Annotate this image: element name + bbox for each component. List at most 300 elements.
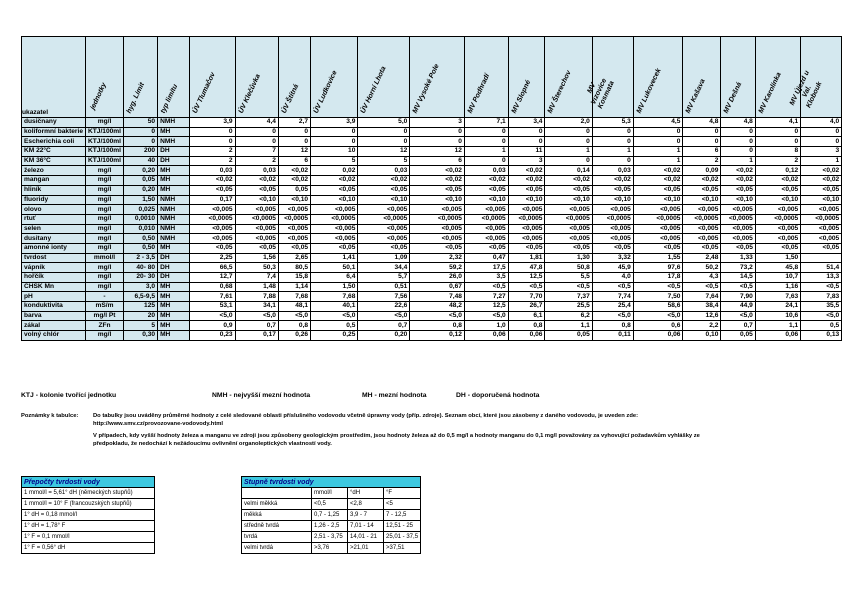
value-cell: 1,55: [633, 253, 683, 263]
value-cell: 10,6: [755, 311, 800, 321]
value-cell: <0,05: [755, 243, 800, 253]
value-cell: <0,05: [464, 243, 508, 253]
hygienic-limit: 0,05: [124, 176, 158, 186]
legend-dh: DH - doporučená hodnota: [456, 392, 540, 399]
value-cell: 1,48: [235, 282, 278, 292]
value-cell: 2,2: [683, 321, 721, 331]
value-cell: 6,1: [508, 311, 545, 321]
table-row: [22, 321, 842, 331]
value-cell: 50,1: [311, 263, 358, 273]
table-row: [22, 127, 842, 137]
value-cell: <0,005: [721, 205, 755, 215]
value-cell: 2,0: [545, 118, 592, 128]
header-site: MV Šterechov: [545, 37, 592, 118]
header-site: MV Karolinka: [755, 37, 800, 118]
value-cell: 0,26: [278, 331, 310, 341]
value-cell: 17,5: [464, 263, 508, 273]
value-cell: 45,9: [592, 263, 633, 273]
table-row: [22, 176, 842, 186]
value-cell: 0: [358, 137, 410, 147]
value-cell: 5,7: [358, 273, 410, 283]
note-1: Do tabulky jsou uváděny průměrné hodnoty z celé sledované oblasti příslušného vodovodu včetně úpravny vody (příp. zdroje). Seznam obcí, které jsou zásobeny z daného vodovodu, je uveden zde: http://www.smv.cz/provozovane-vodovody.html: [93, 413, 639, 427]
value-cell: 0,7: [721, 321, 755, 331]
value-cell: 5: [311, 156, 358, 166]
table-header-row: [22, 37, 842, 118]
value-cell: 1,1: [755, 321, 800, 331]
value-cell: 7,50: [633, 292, 683, 302]
value-cell: <0,05: [592, 185, 633, 195]
indicator-unit: ZFn: [86, 321, 124, 331]
value-cell: <0,0005: [278, 214, 310, 224]
value-cell: 0: [358, 127, 410, 137]
limit-type: NMH: [158, 214, 190, 224]
hardness-cell: středně tvrdá: [242, 521, 312, 532]
value-cell: 7: [235, 147, 278, 157]
value-cell: <0,02: [721, 166, 755, 176]
indicator-name: KM 36°C: [22, 156, 86, 166]
value-cell: 24,1: [755, 302, 800, 312]
indicator-name: vápník: [22, 263, 86, 273]
value-cell: 0: [755, 137, 800, 147]
value-cell: <0,005: [721, 234, 755, 244]
value-cell: 4,8: [683, 118, 721, 128]
value-cell: 3,4: [508, 118, 545, 128]
value-cell: 5,5: [545, 273, 592, 283]
value-cell: 3: [410, 118, 465, 128]
value-cell: <0,05: [545, 243, 592, 253]
value-cell: 0: [592, 137, 633, 147]
header-site: MV Kašava: [683, 37, 721, 118]
value-cell: <0,005: [190, 234, 235, 244]
value-cell: 0: [410, 127, 465, 137]
value-cell: <5,0: [801, 311, 842, 321]
indicator-unit: mg/l: [86, 214, 124, 224]
value-cell: <0,005: [592, 205, 633, 215]
value-cell: <0,005: [801, 234, 842, 244]
hardness-title: Stupně tvrdosti vody: [242, 477, 421, 488]
value-cell: 1,16: [755, 282, 800, 292]
value-cell: 38,4: [683, 302, 721, 312]
value-cell: 0: [508, 127, 545, 137]
value-cell: <0,005: [278, 234, 310, 244]
value-cell: 0,5: [311, 321, 358, 331]
value-cell: 0: [755, 127, 800, 137]
value-cell: <0,5: [721, 282, 755, 292]
note-2: V případech, kdy vyšší hodnoty železa a manganu ve zdroji jsou způsobeny geologickým prostředím, jsou hodnoty železa až do 0,5 mg/l a hodnoty manganu do 0,1 mg/l považovány za vyhovující požadavkům vyhlášky ze předpokladu, že nedochází k nežádoucímu ovlivnění organoleptických vlastností vody.: [93, 433, 700, 447]
header-site: ÚV Štítná: [278, 37, 310, 118]
value-cell: <0,02: [755, 176, 800, 186]
value-cell: <0,05: [755, 185, 800, 195]
value-cell: <0,005: [410, 224, 465, 234]
indicator-name: olovo: [22, 205, 86, 215]
value-cell: <0,005: [311, 205, 358, 215]
legend-mh: MH - mezní hodnota: [362, 392, 427, 399]
table-row: [22, 166, 842, 176]
hardness-row: [242, 510, 421, 521]
value-cell: <0,005: [592, 234, 633, 244]
indicator-name: koliformní bakterie: [22, 127, 86, 137]
value-cell: <0,0005: [508, 214, 545, 224]
value-cell: <0,005: [235, 224, 278, 234]
value-cell: <0,005: [410, 205, 465, 215]
indicator-unit: -: [86, 292, 124, 302]
value-cell: 0: [410, 137, 465, 147]
indicator-name: zákal: [22, 321, 86, 331]
limit-type: MH: [158, 127, 190, 137]
table-row: [22, 253, 842, 263]
value-cell: <0,10: [358, 195, 410, 205]
value-cell: <0,0005: [410, 214, 465, 224]
value-cell: <0,005: [683, 205, 721, 215]
value-cell: 12: [410, 147, 465, 157]
indicator-unit: mS/m: [86, 302, 124, 312]
indicator-unit: mg/l: [86, 118, 124, 128]
value-cell: 2: [190, 156, 235, 166]
hygienic-limit: 40- 80: [124, 263, 158, 273]
value-cell: 6: [683, 147, 721, 157]
value-cell: 0,47: [464, 253, 508, 263]
hardness-cell: mmol/l: [312, 488, 348, 499]
value-cell: <0,005: [410, 234, 465, 244]
header-site: MV Lukovecek: [633, 37, 683, 118]
hardness-cell: >37,51: [384, 543, 421, 554]
value-cell: 14,5: [721, 273, 755, 283]
value-cell: 0,7: [235, 321, 278, 331]
value-cell: <0,02: [410, 176, 465, 186]
value-cell: <0,05: [721, 243, 755, 253]
value-cell: <5,0: [410, 311, 465, 321]
value-cell: <0,005: [464, 205, 508, 215]
value-cell: 6,4: [311, 273, 358, 283]
value-cell: <0,005: [508, 205, 545, 215]
value-cell: 15,8: [278, 273, 310, 283]
value-cell: 0: [545, 137, 592, 147]
value-cell: 0,9: [190, 321, 235, 331]
value-cell: 34,1: [235, 302, 278, 312]
hygienic-limit: 0,20: [124, 166, 158, 176]
value-cell: <0,10: [235, 195, 278, 205]
value-cell: 12,6: [683, 311, 721, 321]
hardness-cell: 2,51 - 3,75: [312, 532, 348, 543]
value-cell: <0,005: [278, 224, 310, 234]
value-cell: 0: [801, 137, 842, 147]
indicator-name: barva: [22, 311, 86, 321]
value-cell: 3,5: [464, 273, 508, 283]
value-cell: <0,0005: [464, 214, 508, 224]
value-cell: 0,05: [545, 331, 592, 341]
value-cell: <0,0005: [755, 214, 800, 224]
value-cell: 0,8: [592, 321, 633, 331]
value-cell: 0,5: [801, 321, 842, 331]
value-cell: 45,8: [755, 263, 800, 273]
hygienic-limit: 20- 30: [124, 273, 158, 283]
value-cell: <0,05: [190, 185, 235, 195]
value-cell: 35,5: [801, 302, 842, 312]
table-row: [22, 156, 842, 166]
value-cell: 0: [190, 137, 235, 147]
value-cell: 34,4: [358, 263, 410, 273]
indicator-unit: KTJ/100ml: [86, 156, 124, 166]
value-cell: <0,10: [410, 195, 465, 205]
value-cell: 50,2: [683, 263, 721, 273]
value-cell: <0,5: [592, 282, 633, 292]
hardness-grades-table: [241, 476, 421, 554]
value-cell: 0,17: [235, 331, 278, 341]
hardness-cell: 7,01 - 14: [348, 521, 384, 532]
value-cell: 0: [464, 156, 508, 166]
hardness-conversion-box: [21, 476, 155, 554]
conversion-title: Přepočty tvrdosti vody: [22, 477, 155, 488]
hardness-cell: velmi tvrdá: [242, 543, 312, 554]
hardness-cell: velmi měkká: [242, 499, 312, 510]
value-cell: 7,68: [311, 292, 358, 302]
value-cell: 1,41: [311, 253, 358, 263]
table-row: [22, 273, 842, 283]
value-cell: 1,14: [278, 282, 310, 292]
header-site: MV Dešná: [721, 37, 755, 118]
value-cell: 11: [508, 147, 545, 157]
water-quality-sheet: [21, 36, 842, 341]
limit-type: MH: [158, 321, 190, 331]
value-cell: 1,33: [721, 253, 755, 263]
table-row: [22, 195, 842, 205]
value-cell: <0,005: [508, 234, 545, 244]
conversion-line: 1 mmol/l = 10° F (francouzských stupňů): [22, 499, 155, 510]
value-cell: 1: [633, 147, 683, 157]
value-cell: <0,5: [464, 282, 508, 292]
indicator-unit: mg/l: [86, 224, 124, 234]
value-cell: <0,5: [683, 282, 721, 292]
value-cell: <0,02: [190, 176, 235, 186]
value-cell: <5,0: [358, 311, 410, 321]
value-cell: 4,4: [235, 118, 278, 128]
limit-type: NMH: [158, 195, 190, 205]
indicator-unit: mg/l: [86, 273, 124, 283]
header-site: MV Vizovice Kosmata: [592, 37, 633, 118]
indicator-name: dusičnany: [22, 118, 86, 128]
hardness-cell: 7 - 12,5: [384, 510, 421, 521]
value-cell: <0,02: [410, 166, 465, 176]
header-site: ÚV Ludkovice: [311, 37, 358, 118]
table-row: [22, 185, 842, 195]
value-cell: <0,05: [801, 243, 842, 253]
hygienic-limit: 2 - 3,5: [124, 253, 158, 263]
limit-type: MH: [158, 302, 190, 312]
value-cell: 6: [278, 156, 310, 166]
value-cell: <0,02: [592, 176, 633, 186]
value-cell: 0,8: [410, 321, 465, 331]
indicator-name: CHSK Mn: [22, 282, 86, 292]
table-row: [22, 137, 842, 147]
value-cell: <0,5: [633, 282, 683, 292]
hygienic-limit: 40: [124, 156, 158, 166]
hardness-cell: °F: [384, 488, 421, 499]
value-cell: <0,05: [683, 243, 721, 253]
table-row: [22, 282, 842, 292]
value-cell: <0,005: [235, 234, 278, 244]
value-cell: 47,8: [508, 263, 545, 273]
value-cell: 0: [592, 156, 633, 166]
value-cell: <0,02: [464, 176, 508, 186]
value-cell: <0,05: [683, 185, 721, 195]
value-cell: <0,005: [801, 224, 842, 234]
indicator-unit: mmol/l: [86, 253, 124, 263]
value-cell: <0,02: [801, 176, 842, 186]
value-cell: 3: [801, 147, 842, 157]
value-cell: 0,03: [592, 166, 633, 176]
value-cell: 25,5: [545, 302, 592, 312]
value-cell: <0,02: [358, 176, 410, 186]
header-site: MV Podhradí: [464, 37, 508, 118]
value-cell: <0,10: [721, 195, 755, 205]
indicator-name: rtuť: [22, 214, 86, 224]
value-cell: 1: [721, 156, 755, 166]
value-cell: 17,8: [633, 273, 683, 283]
indicator-name: pH: [22, 292, 86, 302]
value-cell: <0,05: [278, 243, 310, 253]
value-cell: 0,12: [410, 331, 465, 341]
value-cell: <0,05: [190, 243, 235, 253]
limit-type: MH: [158, 311, 190, 321]
value-cell: 3,9: [311, 118, 358, 128]
value-cell: <0,005: [190, 224, 235, 234]
indicator-unit: mg/l: [86, 331, 124, 341]
value-cell: <0,05: [410, 243, 465, 253]
limit-type: MH: [158, 176, 190, 186]
value-cell: 1: [464, 147, 508, 157]
value-cell: 7,68: [278, 292, 310, 302]
value-cell: 0,10: [683, 331, 721, 341]
table-row: [22, 302, 842, 312]
value-cell: 4,5: [633, 118, 683, 128]
table-row: [22, 243, 842, 253]
indicator-name: fluoridy: [22, 195, 86, 205]
value-cell: <0,10: [683, 195, 721, 205]
value-cell: <0,005: [633, 205, 683, 215]
hardness-cell: <0,5: [312, 499, 348, 510]
hygienic-limit: 0,30: [124, 331, 158, 341]
value-cell: <0,0005: [633, 214, 683, 224]
indicator-name: železo: [22, 166, 86, 176]
value-cell: 4,0: [801, 118, 842, 128]
header-site: MV Újezd u Val. Klobouk: [801, 37, 842, 118]
value-cell: <0,005: [755, 224, 800, 234]
value-cell: 0,67: [410, 282, 465, 292]
value-cell: 0,14: [545, 166, 592, 176]
limit-type: DH: [158, 273, 190, 283]
hygienic-limit: 0,50: [124, 234, 158, 244]
value-cell: <0,005: [545, 205, 592, 215]
hardness-row: [242, 543, 421, 554]
value-cell: <0,05: [464, 185, 508, 195]
value-cell: <5,0: [278, 311, 310, 321]
value-cell: 0,8: [508, 321, 545, 331]
value-cell: 1: [592, 147, 633, 157]
value-cell: 0,7: [358, 321, 410, 331]
value-cell: 7,37: [545, 292, 592, 302]
limit-type: NMH: [158, 205, 190, 215]
value-cell: 7,64: [683, 292, 721, 302]
value-cell: 4,3: [683, 273, 721, 283]
value-cell: <0,5: [801, 282, 842, 292]
value-cell: <0,10: [464, 195, 508, 205]
header-site: MV Vysoké Pole: [410, 37, 465, 118]
value-cell: <0,05: [801, 185, 842, 195]
limit-type: MH: [158, 331, 190, 341]
value-cell: 12: [358, 147, 410, 157]
value-cell: 25,4: [592, 302, 633, 312]
value-cell: <0,05: [633, 243, 683, 253]
value-cell: 0: [545, 127, 592, 137]
value-cell: 0,06: [755, 331, 800, 341]
value-cell: <5,0: [235, 311, 278, 321]
value-cell: <0,02: [278, 176, 310, 186]
table-row: [22, 224, 842, 234]
value-cell: <0,05: [410, 185, 465, 195]
header-site: ÚV Tlumačov: [190, 37, 235, 118]
value-cell: 53,1: [190, 302, 235, 312]
value-cell: <0,005: [464, 224, 508, 234]
value-cell: 73,2: [721, 263, 755, 273]
value-cell: <0,05: [592, 243, 633, 253]
limit-type: MH: [158, 282, 190, 292]
value-cell: <0,0005: [545, 214, 592, 224]
value-cell: 0: [633, 137, 683, 147]
value-cell: 7,4: [235, 273, 278, 283]
limit-type: DH: [158, 253, 190, 263]
hygienic-limit: 20: [124, 311, 158, 321]
value-cell: 5: [358, 156, 410, 166]
value-cell: <0,0005: [592, 214, 633, 224]
value-cell: 2,25: [190, 253, 235, 263]
value-cell: 0,06: [633, 331, 683, 341]
value-cell: <0,005: [311, 234, 358, 244]
value-cell: <0,02: [683, 176, 721, 186]
value-cell: 0: [545, 156, 592, 166]
table-row: [22, 292, 842, 302]
hardness-cell: <5: [384, 499, 421, 510]
value-cell: 97,6: [633, 263, 683, 273]
value-cell: <0,005: [721, 224, 755, 234]
hygienic-limit: 200: [124, 147, 158, 157]
value-cell: 2: [683, 156, 721, 166]
hardness-cell: 14,01 - 21: [348, 532, 384, 543]
value-cell: 7,83: [801, 292, 842, 302]
value-cell: <0,005: [633, 234, 683, 244]
indicator-name: mangan: [22, 176, 86, 186]
header-site: ÚV Klečůvka: [235, 37, 278, 118]
value-cell: <0,005: [633, 224, 683, 234]
value-cell: 50,8: [545, 263, 592, 273]
value-cell: <0,005: [358, 224, 410, 234]
table-row: [22, 263, 842, 273]
value-cell: 0: [311, 127, 358, 137]
value-cell: 0,03: [235, 166, 278, 176]
value-cell: 1,50: [755, 253, 800, 263]
value-cell: <0,005: [755, 205, 800, 215]
hardness-row: [242, 488, 421, 499]
value-cell: <0,0005: [235, 214, 278, 224]
value-cell: <5,0: [721, 311, 755, 321]
value-cell: 1,56: [235, 253, 278, 263]
value-cell: <0,005: [683, 224, 721, 234]
conversion-line: 1 mmol/l = 5,61° dH (německých stupňů): [22, 488, 155, 499]
value-cell: <0,05: [235, 243, 278, 253]
value-cell: 12,5: [464, 302, 508, 312]
table-body: [22, 118, 842, 341]
hardness-cell: 25,01 - 37,5: [384, 532, 421, 543]
value-cell: 0,05: [278, 185, 310, 195]
